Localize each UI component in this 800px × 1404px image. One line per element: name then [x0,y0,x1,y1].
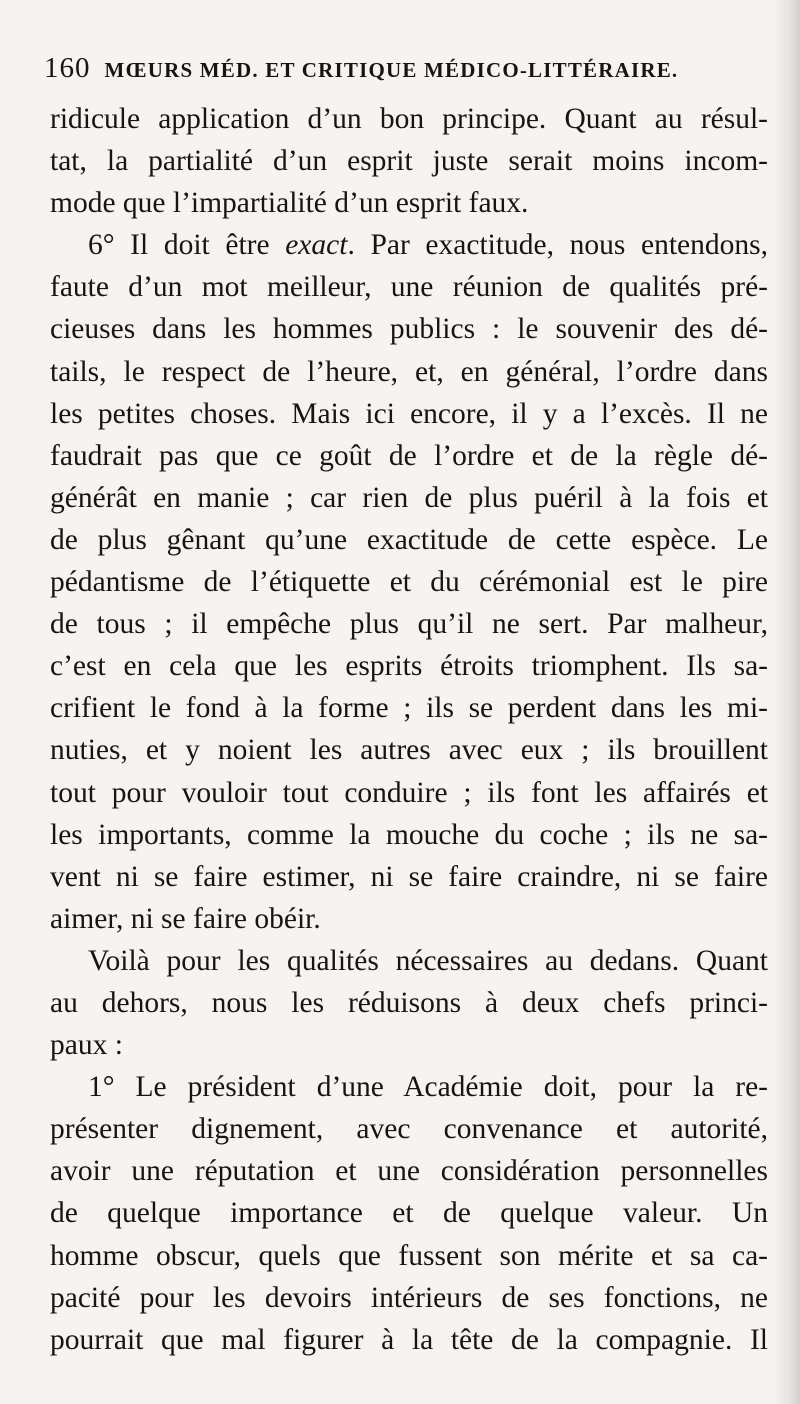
text-line: pacité pour les devoirs intérieurs de ses fonctions, ne [50,1281,768,1314]
text-line: homme obscur, quels que fussent son mérite et sa ca- [50,1239,768,1272]
text-line: vent ni se faire estimer, ni se faire craindre, ni se faire [50,860,768,893]
text-fragment: 6° Il doit être [88,229,286,262]
text-line: générât en manie ; car rien de plus puéril à la fois et [50,481,768,514]
text-line: les petites choses. Mais ici encore, il y a l’excès. Il ne [50,397,768,430]
body-text [50,98,768,1361]
text-line: pourrait que mal figurer à la tête de la compagnie. Il [50,1323,768,1356]
text-line: de quelque importance et de quelque valeur. Un [50,1197,768,1230]
text-line: au dehors, nous les réduisons à deux chefs princi- [50,986,768,1019]
page-number: 160 [44,52,91,84]
text-line: faute d’un mot meilleur, une réunion de qualités pré- [50,271,768,304]
text-line: présenter dignement, avec convenance et autorité, [50,1113,768,1146]
text-line: tat, la partialité d’un esprit juste serait moins incom- [50,145,768,178]
text-line: de tous ; il empêche plus qu’il ne sert. Par malheur, [50,608,768,641]
text-line: tout pour vouloir tout conduire ; ils font les affairés et [50,776,768,809]
text-line: cieuses dans les hommes publics : le souvenir des dé- [50,313,768,346]
text-line: nuties, et y noient les autres avec eux ; ils brouillent [50,734,768,767]
text-line: aimer, ni se faire obéir. [50,902,321,935]
paragraph-start-line: 1° Le président d’une Académie doit, pour la re- [88,1071,768,1104]
text-line: mode que l’impartialité d’un esprit faux. [50,187,529,220]
text-line: avoir une réputation et une considération personnelles [50,1155,768,1188]
text-line: paux : [50,1029,123,1062]
text-line: crifient le fond à la forme ; ils se perdent dans les mi- [50,692,768,725]
page-edge-shadow [774,0,800,1404]
text-line: tails, le respect de l’heure, et, en général, l’ordre dans [50,355,768,388]
text-line: c’est en cela que les esprits étroits triomphent. Ils sa- [50,650,768,683]
emphasis-word: exact [285,229,348,262]
paragraph-start-line [50,224,768,266]
running-title: MŒURS MÉD. ET CRITIQUE MÉDICO-LITTÉRAIRE. [104,58,679,82]
text-line: ridicule application d’un bon principe. Quant au résul- [50,103,768,135]
text-fragment: . Par exactitude, nous entendons, [347,229,768,262]
text-line: les importants, comme la mouche du coche ; ils ne sa- [50,818,768,851]
text-line: faudrait pas que ce goût de l’ordre et de la règle dé- [50,439,768,472]
text-line: pédantisme de l’étiquette et du cérémonial est le pire [50,566,768,599]
page-header [44,52,764,92]
text-line: de plus gênant qu’une exactitude de cette espèce. Le [50,523,768,556]
paragraph-start-line: Voilà pour les qualités nécessaires au dedans. Quant [88,944,768,977]
